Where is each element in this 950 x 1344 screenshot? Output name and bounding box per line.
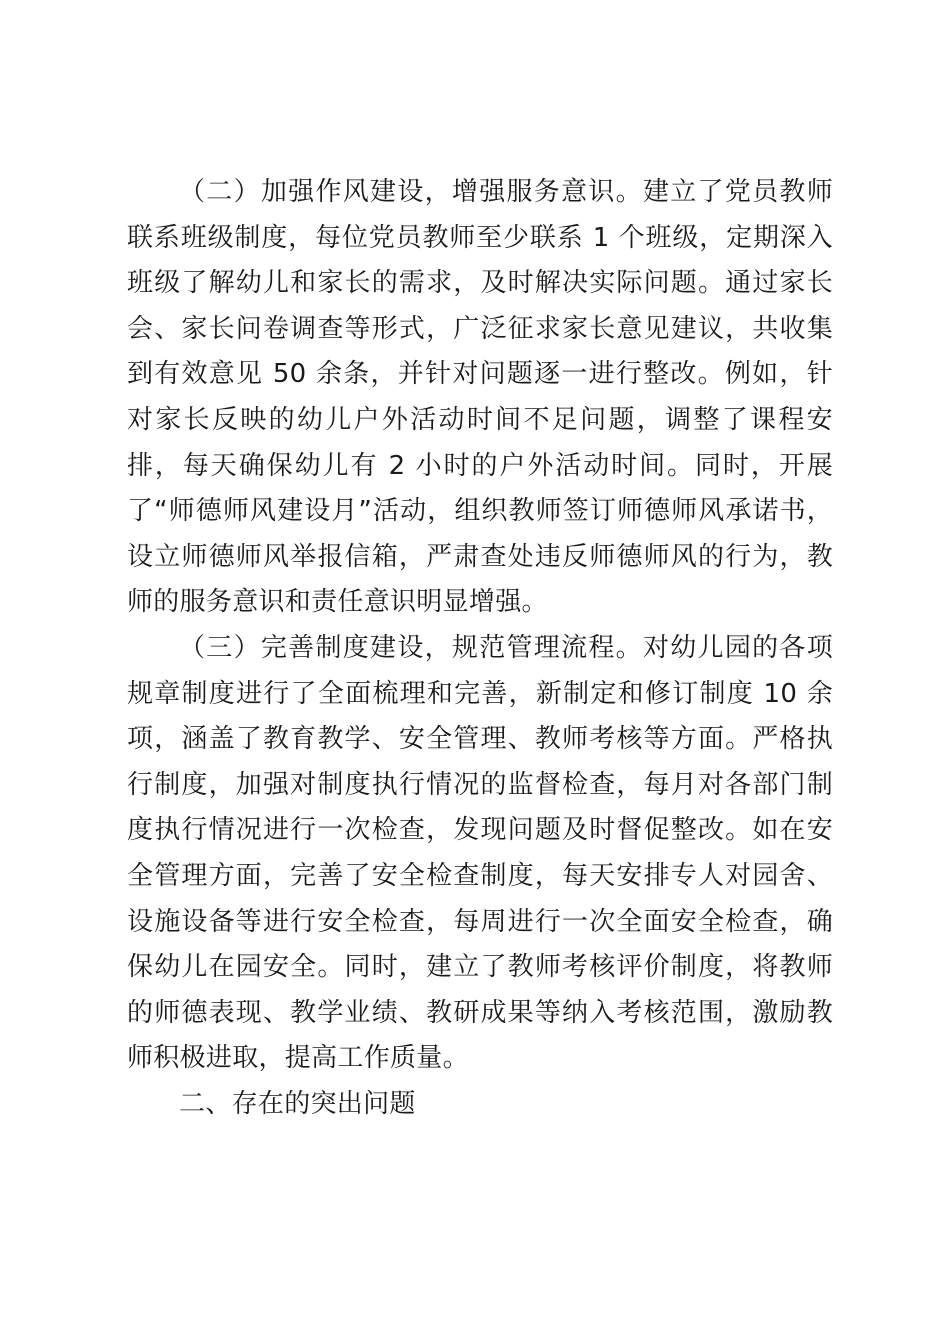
section-heading-problems: 二、存在的突出问题 <box>179 1088 416 1119</box>
paragraph-system-building: （三）完善制度建设，规范管理流程。对幼儿园的各项规章制度进行了全面梳理和完善，新制定和修订制度 10 余项，涵盖了教育教学、安全管理、教师考核等方面。严格执行制度，加强对制度执行情况的监督检查，每月对各部门制度执行情况进行一次检查，发现问题及时督促整改。如在安全管理方面，完善了安全检查制度，每天安排专人对园舍、设施设备等进行安全检查，每周进行一次全面安全检查，确保幼儿在园安全。同时，建立了教师考核评价制度，将教师的师德表现、教学业绩、教研成果等纳入考核范围，激励教师积极进取，提高工作质量。 <box>127 632 833 1074</box>
paragraph-work-style: （二）加强作风建设，增强服务意识。建立了党员教师联系班级制度，每位党员教师至少联系 1 个班级，定期深入班级了解幼儿和家长的需求，及时解决实际问题。通过家长会、家长问卷调查等形式，广泛征求家长意见建议，共收集到有效意见 50 余条，并针对问题逐一进行整改。例如，针对家长反映的幼儿户外活动时间不足问题，调整了课程安排，每天确保幼儿有 2 小时的户外活动时间。同时，开展了“师德师风建设月”活动，组织教师签订师德师风承诺书，设立师德师风举报信箱，严肃查处违反师德师风的行为，教师的服务意识和责任意识明显增强。 <box>127 177 833 618</box>
document-body <box>127 170 833 1127</box>
